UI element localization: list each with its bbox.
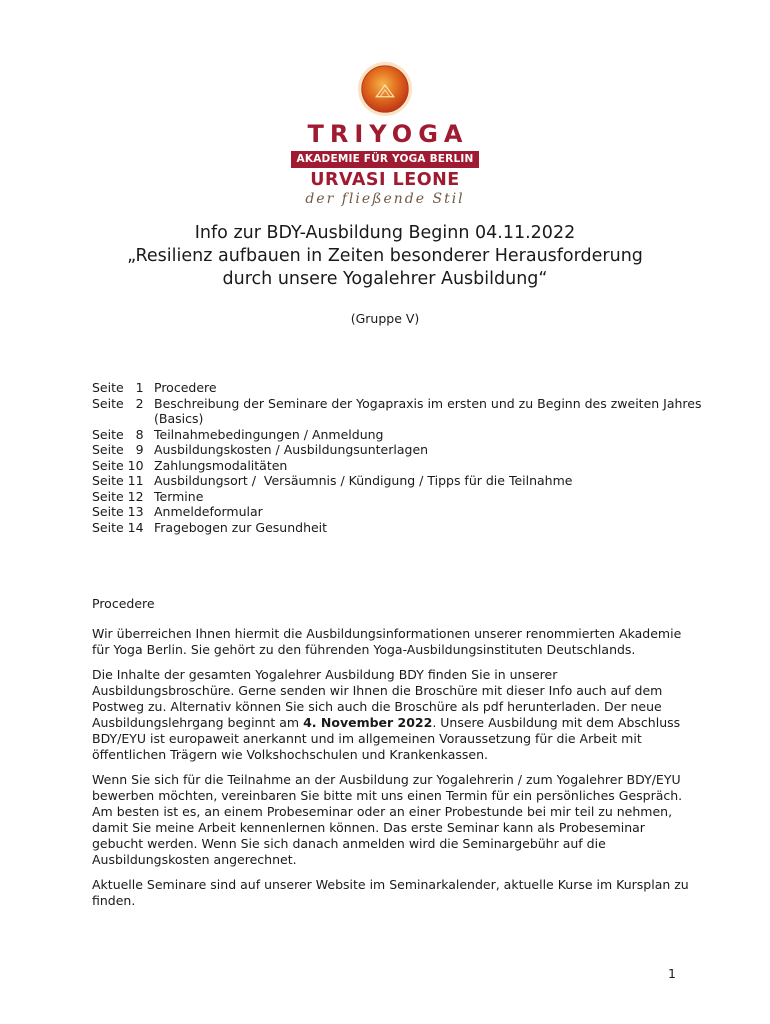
teacher-name: URVASI LEONE — [310, 170, 460, 190]
page-number: 1 — [668, 966, 676, 981]
paragraph: Wir überreichen Ihnen hiermit die Ausbildungsinformationen unserer renommierten Akademie für Yoga Berlin. Sie gehört zu den führenden Yoga-Ausbildungsinstituten Deutschlands. — [92, 626, 682, 657]
title-line-2: „Resilienz aufbauen in Zeiten besonderer Herausforderung — [127, 246, 643, 266]
table-of-contents — [92, 380, 712, 535]
paragraph: Aktuelle Seminare sind auf unserer Website im Seminarkalender, aktuelle Kurse im Kursplan zu finden. — [92, 877, 689, 908]
toc-page: Seite 1 — [92, 380, 144, 395]
document-body — [92, 596, 692, 918]
toc-row — [92, 442, 712, 458]
paragraph-text: . Unsere Ausbildung mit dem Abschluss BDY/EYU ist europaweit anerkannt und im allgemeinen Voraussetzung für die Arbeit mit öffentlichen Trägern wie Volkshochschulen und Krankenkassen. — [92, 715, 681, 762]
toc-page: Seite 2 — [92, 395, 144, 411]
toc-page: Seite 13 — [92, 504, 144, 519]
toc-entry: Teilnahmebedingungen / Anmeldung — [154, 426, 384, 442]
toc-page: Seite 12 — [92, 488, 144, 504]
toc-row — [92, 396, 712, 427]
section-heading: Procedere — [92, 596, 155, 611]
title-line-1: Info zur BDY-Ausbildung Beginn 04.11.2022 — [194, 223, 576, 243]
toc-row — [92, 380, 712, 396]
toc-entry: Procedere — [154, 380, 217, 395]
toc-entry: Beschreibung der Seminare der Yogapraxis im ersten und zu Beginn des zweiten Jahres (Basics) — [154, 395, 702, 426]
toc-row — [92, 489, 712, 505]
toc-entry: Ausbildungskosten / Ausbildungsunterlagen — [154, 442, 429, 457]
toc-page: Seite 11 — [92, 473, 144, 488]
sun-logo-icon — [356, 60, 414, 118]
toc-row — [92, 458, 712, 474]
toc-row — [92, 504, 712, 520]
toc-page: Seite 8 — [92, 426, 144, 442]
paragraph-text: Die Inhalte der gesamten Yogalehrer Ausbildung BDY finden Sie in unserer Ausbildungsbroschüre. Gerne senden wir Ihnen die Broschüre mit dieser Info auch auf dem Postweg zu. Alternativ können Sie sich auch die Broschüre als pdf herunterladen. Der neue Ausbildungslehrgang beginnt am — [92, 667, 663, 730]
logo — [0, 60, 770, 207]
toc-entry: Anmeldeformular — [154, 504, 263, 519]
academy-banner: AKADEMIE FÜR YOGA BERLIN — [291, 151, 480, 168]
brand-name: TRIYOGA — [307, 120, 469, 148]
toc-row — [92, 520, 712, 536]
start-date-emphasis: 4. November 2022 — [303, 715, 433, 730]
toc-page: Seite 9 — [92, 442, 144, 457]
toc-entry: Ausbildungsort / Versäumnis / Kündigung / Tipps für die Teilnahme — [154, 473, 573, 488]
toc-entry: Fragebogen zur Gesundheit — [154, 519, 328, 535]
toc-row — [92, 473, 712, 489]
toc-row — [92, 427, 712, 443]
paragraph: Wenn Sie sich für die Teilnahme an der Ausbildung zur Yogalehrerin / zum Yogalehrer BDY/EYU bewerben möchten, vereinbaren Sie bitte mit uns einen Termin für ein persönliches Gespräch. Am besten ist es, an einem Probeseminar oder an einer Probestunde bei mir teil zu nehmen, damit Sie meine Arbeit kennenlernen können. Das erste Seminar kann als Probeseminar gebucht werden. Wenn Sie sich danach anmelden wird die Seminargebühr auf die Ausbildungskosten angerechnet. — [92, 772, 683, 867]
toc-entry: Zahlungsmodalitäten — [154, 457, 288, 473]
title-line-3: durch unsere Yogalehrer Ausbildung“ — [222, 269, 548, 289]
tagline: der fließende Stil — [305, 191, 465, 207]
toc-page: Seite 10 — [92, 457, 144, 473]
document-title — [0, 222, 770, 291]
toc-page: Seite 14 — [92, 519, 144, 535]
group-label: (Gruppe V) — [350, 311, 420, 326]
paragraph — [92, 667, 692, 763]
toc-entry: Termine — [154, 488, 204, 504]
